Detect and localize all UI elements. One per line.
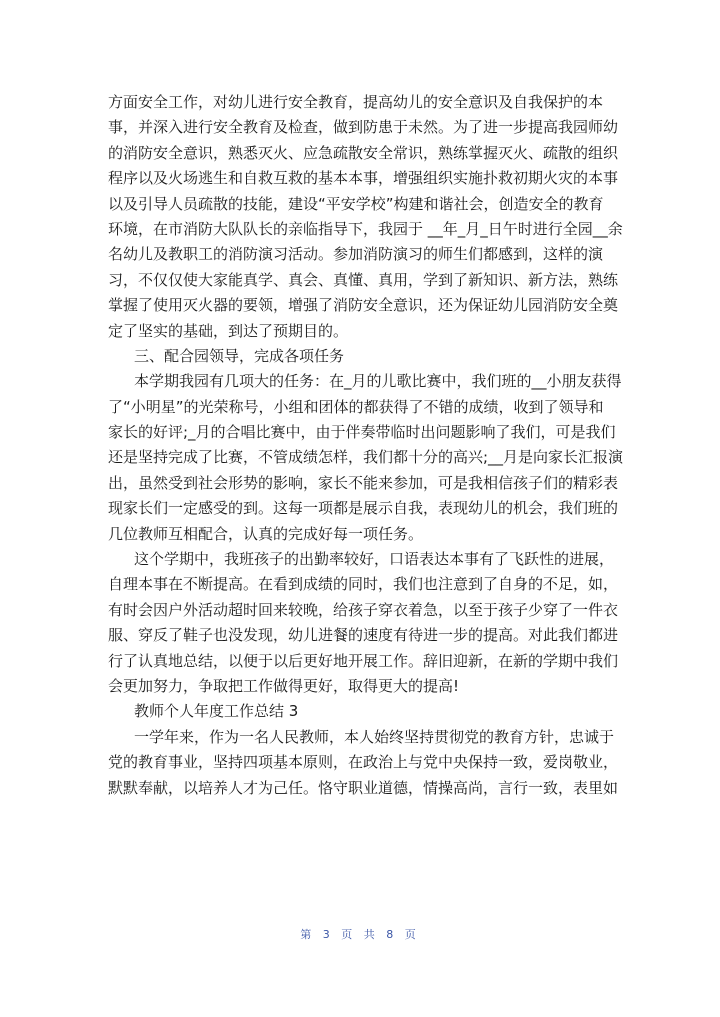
document-body	[108, 90, 624, 801]
body-paragraphs	[108, 90, 624, 801]
text-line: 环境，在市消防大队队长的亲临指导下，我园于 __年_月_日午时进行全园__余	[108, 219, 623, 238]
text-line: 几位教师互相配合，认真的完成好每一项任务。	[108, 524, 424, 543]
text-line: 一学年来，作为一名人民教师，本人始终坚持贯彻党的教育方针，忠诚于	[134, 727, 615, 746]
text-line: 现家长们一定感受的到。这每一项都是展示自我，表现幼儿的机会，我们班的	[108, 499, 619, 518]
text-line: 本学期我园有几项大的任务：在_月的儿歌比赛中，我们班的__小朋友获得	[134, 372, 622, 391]
text-line: 有时会因户外活动超时回来较晚，给孩子穿衣着急，以至于孩子少穿了一件衣	[108, 600, 619, 619]
text-line: 出，虽然受到社会形势的影响，家长不能来参加，可是我相信孩子们的精彩表	[108, 473, 619, 492]
text-line: 掌握了使用灭火器的要领，增强了消防安全意识，还为保证幼儿园消防安全奠	[108, 296, 619, 315]
text-line: 定了坚实的基础，到达了预期目的。	[108, 321, 349, 340]
text-line: 程序以及火场逃生和自救互救的基本本事，增强组织实施扑救初期火灾的本事	[108, 169, 619, 188]
text-line: 会更加努力，争取把工作做得更好，取得更大的提高!	[108, 676, 460, 695]
text-line: 党的教育事业，坚持四项基本原则，在政治上与党中央保持一致，爱岗敬业，	[108, 753, 619, 772]
page-number-footer: 第 3 页 共 8 页	[300, 928, 420, 941]
text-line: 了“小明星”的光荣称号，小组和团体的都获得了不错的成绩，收到了领导和	[108, 397, 604, 416]
text-line: 三、配合园领导，完成各项任务	[134, 346, 345, 365]
text-line: 方面安全工作，对幼儿进行安全教育，提高幼儿的安全意识及自我保护的本	[108, 93, 604, 111]
text-line: 习，不仅仅使大家能真学、真会、真懂、真用，学到了新知识、新方法，熟练	[108, 270, 619, 289]
text-line: 这个学期中，我班孩子的出勤率较好，口语表达本事有了飞跃性的进展，	[134, 550, 615, 569]
text-line: 名幼儿及教职工的消防演习活动。参加消防演习的师生们都感到，这样的演	[108, 245, 604, 264]
text-line: 以及引导人员疏散的技能，建设“平安学校”构建和谐社会，创造安全的教育	[108, 194, 604, 213]
text-line: 家长的好评;_月的合唱比赛中，由于伴奏带临时出问题影响了我们，可是我们	[108, 423, 616, 442]
text-line: 自理本事在不断提高。在看到成绩的同时，我们也注意到了自身的不足，如，	[108, 575, 619, 594]
text-line: 行了认真地总结，以便于以后更好地开展工作。辞旧迎新，在新的学期中我们	[108, 651, 619, 670]
text-line: 教师个人年度工作总结 3	[134, 702, 299, 721]
text-line: 的消防安全意识，熟悉灭火、应急疏散安全常识，熟练掌握灭火、疏散的组织	[108, 143, 619, 162]
text-line: 事，并深入进行安全教育及检查，做到防患于未然。为了进一步提高我园师幼	[108, 118, 619, 137]
text-line: 还是坚持完成了比赛，不管成绩怎样，我们都十分的高兴;__月是向家长汇报演	[108, 448, 624, 467]
text-line: 默默奉献，以培养人才为己任。恪守职业道德，情操高尚，言行一致，表里如	[108, 778, 619, 797]
text-line: 服、穿反了鞋子也没发现，幼儿进餐的速度有待进一步的提高。对此我们都进	[108, 626, 619, 645]
